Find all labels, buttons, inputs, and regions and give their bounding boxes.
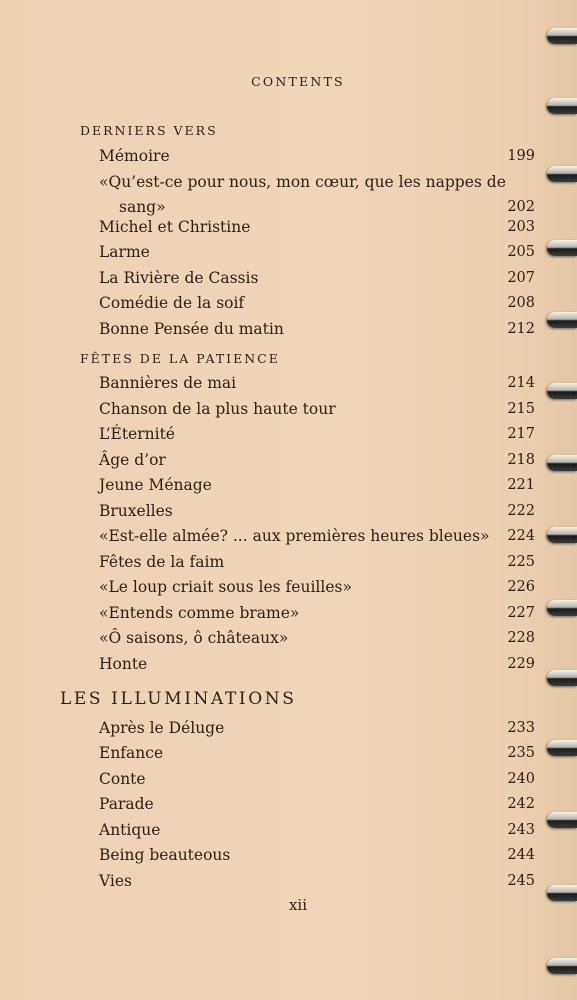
toc-entry xyxy=(99,266,535,291)
entry-title: Chanson de la plus haute tour xyxy=(99,400,336,418)
spiral-coil xyxy=(547,670,577,686)
entry-page: 208 xyxy=(507,295,535,311)
entry-title: Being beauteous xyxy=(99,846,231,864)
entry-title: Après le Déluge xyxy=(99,719,225,737)
toc-entry xyxy=(99,601,535,626)
entry-title: «Est-elle almée? ... aux premières heures bleues» xyxy=(99,527,490,545)
toc-entry xyxy=(99,792,535,817)
spiral-coil xyxy=(547,812,577,828)
toc-entry xyxy=(99,767,535,792)
entry-title: Vies xyxy=(99,872,133,890)
toc-entry xyxy=(99,716,535,741)
entry-title: Âge d’or xyxy=(99,451,166,469)
entry-title: Larme xyxy=(99,243,150,261)
entry-page: 207 xyxy=(507,270,535,286)
entry-title: Michel et Christine xyxy=(99,218,251,236)
entry-page: 199 xyxy=(507,148,535,164)
toc-entry xyxy=(99,626,535,651)
spiral-coil xyxy=(547,166,577,182)
entry-page: 203 xyxy=(507,219,535,235)
toc-entry xyxy=(99,317,535,342)
entry-title: Fêtes de la faim xyxy=(99,553,225,571)
spiral-coil xyxy=(547,98,577,114)
toc-entry xyxy=(99,215,535,240)
toc-entry xyxy=(99,473,535,498)
entry-page: 243 xyxy=(507,822,535,838)
toc-entry xyxy=(99,741,535,766)
entry-title: Honte xyxy=(99,655,148,673)
entry-title: Bonne Pensée du matin xyxy=(99,320,284,338)
entry-title: «Entends comme brame» xyxy=(99,604,300,622)
spiral-coil xyxy=(547,527,577,543)
entry-title: Comédie de la soif xyxy=(99,294,245,312)
toc-entry xyxy=(99,170,535,220)
entry-page: 233 xyxy=(507,720,535,736)
entry-title: Jeune Ménage xyxy=(99,476,212,494)
entry-title: L’Éternité xyxy=(99,425,175,443)
toc-entry xyxy=(99,448,535,473)
toc-entry xyxy=(99,371,535,396)
spiral-coil xyxy=(547,958,577,974)
entry-page: 240 xyxy=(507,771,535,787)
entry-page: 224 xyxy=(507,528,535,544)
entry-title: Antique xyxy=(99,821,161,839)
entry-title: «Le loup criait sous les feuilles» xyxy=(99,578,352,596)
toc-entry xyxy=(99,291,535,316)
spiral-coil xyxy=(547,28,577,44)
entry-page: 244 xyxy=(507,847,535,863)
spiral-coil xyxy=(547,312,577,328)
entry-title: La Rivière de Cassis xyxy=(99,269,259,287)
spiral-coil xyxy=(547,383,577,399)
toc-entry xyxy=(99,524,535,549)
toc-entry xyxy=(99,652,535,677)
entry-title: Conte xyxy=(99,770,146,788)
entry-page: 227 xyxy=(507,605,535,621)
entry-title: Mémoire xyxy=(99,147,170,165)
entry-page: 205 xyxy=(507,244,535,260)
toc-entry xyxy=(99,499,535,524)
entry-title: Enfance xyxy=(99,744,164,762)
entry-page: 217 xyxy=(507,426,535,442)
entry-page: 245 xyxy=(507,873,535,889)
toc-entry xyxy=(99,422,535,447)
part-heading-les-illuminations: LES ILLUMINATIONS xyxy=(60,689,297,709)
entry-page: 228 xyxy=(507,630,535,646)
section-heading-fetes-de-la-patience: FÊTES DE LA PATIENCE xyxy=(80,351,280,366)
entry-page: 202 xyxy=(507,199,535,215)
entry-page: 225 xyxy=(507,554,535,570)
toc-entry xyxy=(99,144,535,169)
entry-page: 214 xyxy=(507,375,535,391)
toc-entry xyxy=(99,550,535,575)
spiral-coil xyxy=(547,455,577,471)
toc-entry xyxy=(99,240,535,265)
section-heading-derniers-vers: DERNIERS VERS xyxy=(80,123,218,138)
toc-entry xyxy=(99,397,535,422)
entry-page: 235 xyxy=(507,745,535,761)
toc-entry xyxy=(99,818,535,843)
entry-title: Bannières de mai xyxy=(99,374,237,392)
entry-title: Bruxelles xyxy=(99,502,173,520)
spiral-binding xyxy=(543,0,577,1000)
page-folio: xii xyxy=(288,896,308,914)
spiral-coil xyxy=(547,600,577,616)
entry-page: 226 xyxy=(507,579,535,595)
entry-page: 212 xyxy=(507,321,535,337)
page-heading: CONTENTS xyxy=(251,74,345,89)
entry-title-line-2: sang» xyxy=(119,198,166,216)
entry-page: 242 xyxy=(507,796,535,812)
toc-entry xyxy=(99,843,535,868)
toc-entry xyxy=(99,575,535,600)
entry-title: «Ô saisons, ô châteaux» xyxy=(99,629,289,647)
entry-page: 221 xyxy=(507,477,535,493)
entry-page: 218 xyxy=(507,452,535,468)
entry-title: Parade xyxy=(99,795,154,813)
spiral-coil xyxy=(547,885,577,901)
toc-entry xyxy=(99,869,535,894)
spiral-coil xyxy=(547,240,577,256)
entry-title-line-1: «Qu’est-ce pour nous, mon cœur, que les nappes de xyxy=(99,173,506,191)
entry-page: 229 xyxy=(507,656,535,672)
entry-page: 215 xyxy=(507,401,535,417)
entry-page: 222 xyxy=(507,503,535,519)
spiral-coil xyxy=(547,740,577,756)
